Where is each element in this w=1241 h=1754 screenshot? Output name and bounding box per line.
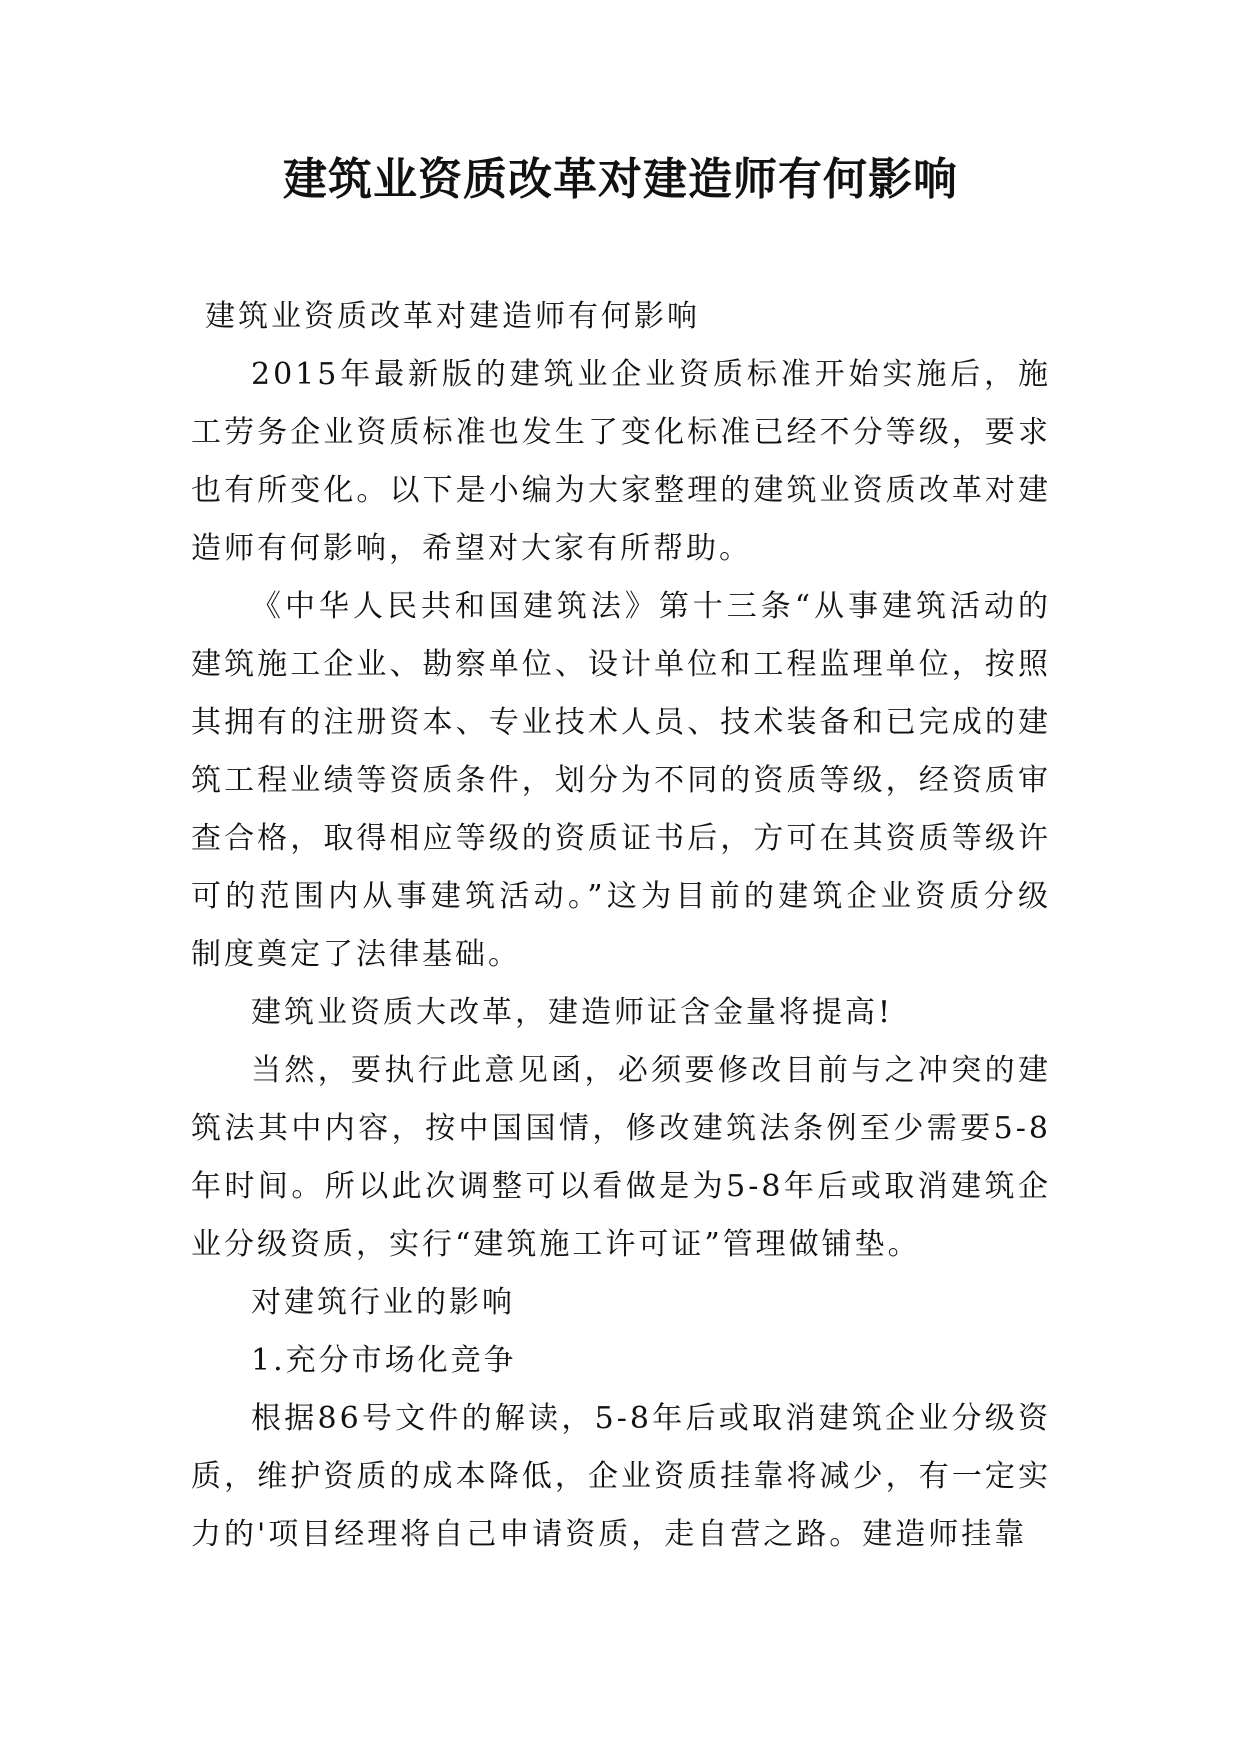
law-article-paragraph: 《中华人民共和国建筑法》第十三条“从事建筑活动的建筑施工企业、勘察单位、设计单位和工程监理单位，按照其拥有的注册资本、专业技术人员、技术装备和已完成的建筑工程业绩等资质条件，划分为不同的资质等级，经资质审查合格，取得相应等级的资质证书后，方可在其资质等级许可的范围内从事建筑活动。”这为目前的建筑企业资质分级制度奠定了法律基础。 [191, 589, 1051, 972]
implementation-paragraph: 当然，要执行此意见函，必须要修改目前与之冲突的建筑法其中内容，按中国国情，修改建筑法条例至少需要5-8年时间。所以此次调整可以看做是为5-8年后或取消建筑企业分级资质，实行“建筑施工许可证”管理做铺垫。 [191, 1053, 1051, 1262]
subsection-heading: 1.充分市场化竞争 [251, 1343, 517, 1378]
intro-paragraph: 2015年最新版的建筑业企业资质标准开始实施后，施工劳务企业资质标准也发生了变化标准已经不分等级，要求也有所变化。以下是小编为大家整理的建筑业资质改革对建造师有何影响，希望对大家有所帮助。 [191, 357, 1051, 566]
document-body [191, 288, 1051, 1564]
reform-headline-paragraph: 建筑业资质大改革，建造师证含金量将提高! [251, 995, 894, 1030]
document-title: 建筑业资质改革对建造师有何影响 [283, 154, 958, 205]
lead-paragraph: 建筑业资质改革对建造师有何影响 [205, 299, 700, 334]
analysis-paragraph: 根据86号文件的解读，5-8年后或取消建筑企业分级资质，维护资质的成本降低，企业资质挂靠将减少，有一定实力的'项目经理将自己申请资质，走自营之路。建造师挂靠 [191, 1401, 1051, 1552]
section-heading: 对建筑行业的影响 [251, 1285, 515, 1320]
